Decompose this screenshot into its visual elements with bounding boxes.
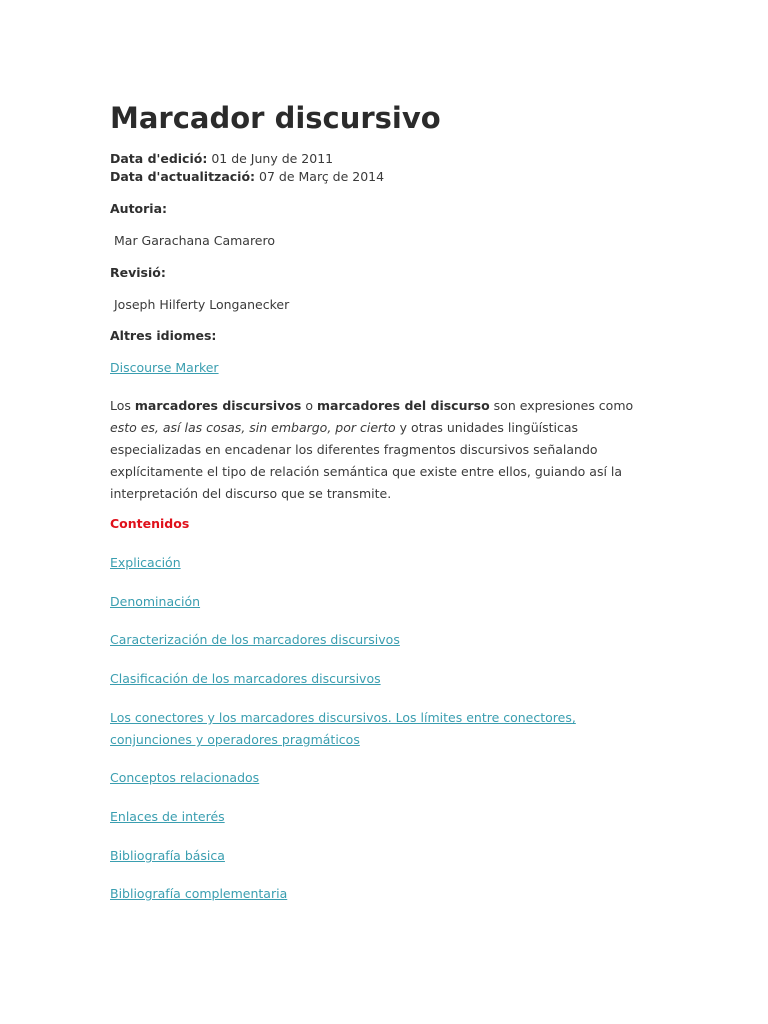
intro-text-2: o: [301, 398, 317, 413]
intro-text-4: y otras unidades lingüísticas especializadas en encadenar los diferentes fragmentos discursivos señalando explícitamente el tipo de relación semántica que existe entre ellos, guiando así la interpretación del discurso que se transmite.: [110, 420, 623, 501]
author-name: Mar Garachana Camarero: [114, 233, 276, 248]
toc-item-explicacion[interactable]: Explicación: [110, 555, 181, 570]
revision-label: Revisió:: [110, 265, 166, 280]
toc-item-clasificacion[interactable]: Clasificación de los marcadores discursivos: [110, 671, 381, 686]
edition-date-label: Data d'edició:: [110, 151, 208, 166]
page-title: Marcador discursivo: [110, 101, 441, 135]
edition-date: [110, 150, 333, 168]
intro-paragraph: [110, 395, 658, 505]
authorship-label: Autoria:: [110, 201, 168, 216]
toc-item-conectores[interactable]: Los conectores y los marcadores discursivos. Los límites entre conectores, conjunciones y operadores pragmáticos: [110, 710, 576, 747]
update-date: [110, 168, 384, 186]
discourse-marker-link[interactable]: Discourse Marker: [110, 360, 219, 375]
toc-item-denominacion[interactable]: Denominación: [110, 594, 201, 609]
toc-item-conceptos-relacionados[interactable]: Conceptos relacionados: [110, 770, 260, 785]
contents-heading: Contenidos: [110, 516, 190, 531]
intro-text-3: son expresiones como: [489, 398, 634, 413]
intro-text-1: Los: [110, 398, 135, 413]
other-languages-label: Altres idiomes:: [110, 328, 217, 343]
toc-item-bibliografia-basica[interactable]: Bibliografía básica: [110, 848, 225, 863]
toc-item-caracterizacion[interactable]: Caracterización de los marcadores discursivos: [110, 632, 400, 647]
intro-term-2: marcadores del discurso: [317, 398, 490, 413]
intro-examples: esto es, así las cosas, sin embargo, por cierto: [110, 420, 396, 435]
toc-item-enlaces-de-interes[interactable]: Enlaces de interés: [110, 809, 225, 824]
intro-term-1: marcadores discursivos: [134, 398, 302, 413]
update-date-value: 07 de Març de 2014: [259, 169, 385, 184]
edition-date-value: 01 de Juny de 2011: [211, 151, 334, 166]
toc-item-bibliografia-complementaria[interactable]: Bibliografía complementaria: [110, 886, 288, 901]
update-date-label: Data d'actualització:: [110, 169, 256, 184]
reviewer-name: Joseph Hilferty Longanecker: [114, 297, 290, 312]
